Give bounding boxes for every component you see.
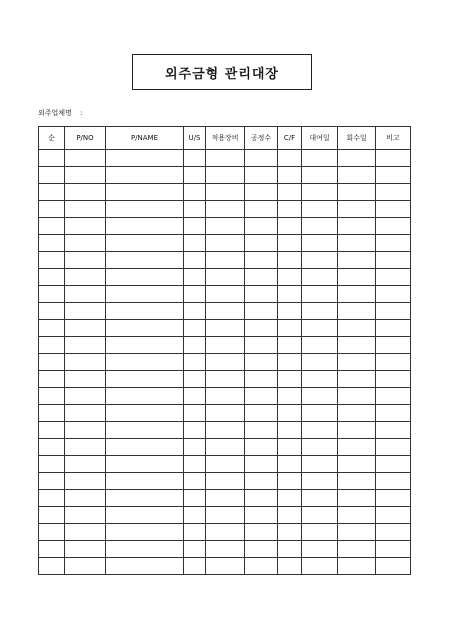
table-cell[interactable]	[106, 218, 184, 235]
table-cell[interactable]	[65, 184, 106, 201]
table-cell[interactable]	[184, 558, 206, 575]
table-cell[interactable]	[206, 286, 245, 303]
table-cell[interactable]	[106, 473, 184, 490]
table-cell[interactable]	[278, 371, 302, 388]
table-cell[interactable]	[39, 286, 65, 303]
table-cell[interactable]	[206, 405, 245, 422]
table-cell[interactable]	[39, 218, 65, 235]
table-cell[interactable]	[338, 303, 376, 320]
table-cell[interactable]	[206, 354, 245, 371]
table-cell[interactable]	[65, 541, 106, 558]
table-row	[39, 252, 411, 269]
table-cell[interactable]	[65, 201, 106, 218]
table-cell[interactable]	[338, 269, 376, 286]
table-cell[interactable]	[65, 150, 106, 167]
table-row	[39, 371, 411, 388]
column-header-part-no: P/NO	[65, 127, 106, 150]
table-cell[interactable]	[302, 524, 338, 541]
table-cell[interactable]	[184, 473, 206, 490]
table-cell[interactable]	[245, 252, 278, 269]
table-cell[interactable]	[184, 252, 206, 269]
table-cell[interactable]	[206, 541, 245, 558]
table-cell[interactable]	[39, 269, 65, 286]
table-row	[39, 337, 411, 354]
table-cell[interactable]	[245, 388, 278, 405]
table-cell[interactable]	[65, 286, 106, 303]
table-cell[interactable]	[184, 150, 206, 167]
table-cell[interactable]	[376, 388, 411, 405]
table-row	[39, 235, 411, 252]
table-cell[interactable]	[278, 303, 302, 320]
table-cell[interactable]	[302, 473, 338, 490]
table-cell[interactable]	[184, 439, 206, 456]
table-cell[interactable]	[302, 286, 338, 303]
table-cell[interactable]	[206, 507, 245, 524]
table-cell[interactable]	[65, 524, 106, 541]
column-header-us: U/S	[184, 127, 206, 150]
table-cell[interactable]	[302, 218, 338, 235]
table-cell[interactable]	[338, 218, 376, 235]
table-cell[interactable]	[245, 235, 278, 252]
table-cell[interactable]	[376, 490, 411, 507]
table-cell[interactable]	[184, 371, 206, 388]
table-cell[interactable]	[106, 524, 184, 541]
table-cell[interactable]	[376, 422, 411, 439]
table-cell[interactable]	[376, 337, 411, 354]
table-cell[interactable]	[39, 456, 65, 473]
table-cell[interactable]	[245, 456, 278, 473]
table-row	[39, 405, 411, 422]
table-cell[interactable]	[39, 388, 65, 405]
table-cell[interactable]	[39, 371, 65, 388]
table-cell[interactable]	[106, 286, 184, 303]
table-cell[interactable]	[106, 405, 184, 422]
table-cell[interactable]	[338, 320, 376, 337]
table-cell[interactable]	[184, 303, 206, 320]
table-cell[interactable]	[39, 541, 65, 558]
table-cell[interactable]	[302, 439, 338, 456]
table-cell[interactable]	[106, 371, 184, 388]
table-row	[39, 439, 411, 456]
table-cell[interactable]	[376, 201, 411, 218]
table-cell[interactable]	[278, 507, 302, 524]
table-cell[interactable]	[184, 320, 206, 337]
table-cell[interactable]	[338, 371, 376, 388]
table-cell[interactable]	[39, 490, 65, 507]
table-row	[39, 320, 411, 337]
document-title: 외주금형 관리대장	[165, 66, 279, 82]
column-header-remarks: 비고	[376, 127, 411, 150]
table-cell[interactable]	[338, 167, 376, 184]
table-cell[interactable]	[278, 405, 302, 422]
table-cell[interactable]	[245, 473, 278, 490]
table-cell[interactable]	[206, 473, 245, 490]
table-cell[interactable]	[39, 167, 65, 184]
table-cell[interactable]	[338, 524, 376, 541]
table-cell[interactable]	[65, 337, 106, 354]
table-cell[interactable]	[302, 269, 338, 286]
table-cell[interactable]	[65, 320, 106, 337]
table-cell[interactable]	[376, 371, 411, 388]
table-cell[interactable]	[376, 541, 411, 558]
table-cell[interactable]	[106, 558, 184, 575]
table-cell[interactable]	[65, 167, 106, 184]
table-row	[39, 473, 411, 490]
column-header-equipment: 적용장비	[206, 127, 245, 150]
table-row	[39, 490, 411, 507]
table-row	[39, 150, 411, 167]
table-cell[interactable]	[338, 422, 376, 439]
table-cell[interactable]	[39, 524, 65, 541]
table-cell[interactable]	[376, 320, 411, 337]
table-cell[interactable]	[245, 269, 278, 286]
table-cell[interactable]	[206, 252, 245, 269]
table-cell[interactable]	[338, 507, 376, 524]
table-cell[interactable]	[106, 456, 184, 473]
table-cell[interactable]	[106, 439, 184, 456]
table-cell[interactable]	[65, 439, 106, 456]
table-cell[interactable]	[106, 490, 184, 507]
table-cell[interactable]	[302, 422, 338, 439]
table-row	[39, 558, 411, 575]
table-cell[interactable]	[278, 218, 302, 235]
table-cell[interactable]	[184, 541, 206, 558]
table-row	[39, 456, 411, 473]
table-cell[interactable]	[245, 371, 278, 388]
table-cell[interactable]	[302, 235, 338, 252]
table-cell[interactable]	[302, 184, 338, 201]
table-cell[interactable]	[39, 150, 65, 167]
table-cell[interactable]	[278, 286, 302, 303]
table-cell[interactable]	[245, 524, 278, 541]
table-cell[interactable]	[245, 286, 278, 303]
table-row	[39, 541, 411, 558]
mold-ledger-table	[38, 126, 411, 575]
table-cell[interactable]	[65, 388, 106, 405]
table-cell[interactable]	[65, 235, 106, 252]
table-cell[interactable]	[206, 337, 245, 354]
table-cell[interactable]	[338, 286, 376, 303]
table-cell[interactable]	[278, 252, 302, 269]
table-cell[interactable]	[278, 337, 302, 354]
table-cell[interactable]	[106, 303, 184, 320]
table-cell[interactable]	[302, 201, 338, 218]
column-header-part-name: P/NAME	[106, 127, 184, 150]
table-cell[interactable]	[39, 201, 65, 218]
table-cell[interactable]	[302, 320, 338, 337]
table-cell[interactable]	[338, 235, 376, 252]
table-cell[interactable]	[278, 558, 302, 575]
table-row	[39, 184, 411, 201]
table-cell[interactable]	[278, 439, 302, 456]
table-cell[interactable]	[39, 337, 65, 354]
table-cell[interactable]	[39, 184, 65, 201]
table-cell[interactable]	[376, 235, 411, 252]
table-cell[interactable]	[338, 439, 376, 456]
table-cell[interactable]	[39, 252, 65, 269]
column-header-cf: C/F	[278, 127, 302, 150]
table-cell[interactable]	[65, 303, 106, 320]
table-cell[interactable]	[65, 507, 106, 524]
table-cell[interactable]	[206, 320, 245, 337]
table-cell[interactable]	[376, 354, 411, 371]
table-cell[interactable]	[278, 150, 302, 167]
table-cell[interactable]	[106, 388, 184, 405]
table-cell[interactable]	[39, 439, 65, 456]
column-header-process-count: 공정수	[245, 127, 278, 150]
table-cell[interactable]	[184, 354, 206, 371]
table-cell[interactable]	[376, 405, 411, 422]
table-row	[39, 269, 411, 286]
table-cell[interactable]	[376, 184, 411, 201]
table-cell[interactable]	[302, 507, 338, 524]
table-cell[interactable]	[245, 184, 278, 201]
table-cell[interactable]	[65, 456, 106, 473]
table-cell[interactable]	[106, 235, 184, 252]
table-cell[interactable]	[338, 150, 376, 167]
table-row	[39, 388, 411, 405]
table-cell[interactable]	[106, 252, 184, 269]
vendor-name-separator: :	[80, 109, 83, 117]
table-cell[interactable]	[39, 507, 65, 524]
table-cell[interactable]	[39, 558, 65, 575]
table-cell[interactable]	[245, 201, 278, 218]
table-cell[interactable]	[338, 184, 376, 201]
table-cell[interactable]	[206, 303, 245, 320]
table-cell[interactable]	[206, 388, 245, 405]
table-cell[interactable]	[65, 405, 106, 422]
table-cell[interactable]	[65, 473, 106, 490]
table-cell[interactable]	[338, 201, 376, 218]
table-cell[interactable]	[302, 371, 338, 388]
table-cell[interactable]	[245, 558, 278, 575]
table-cell[interactable]	[338, 337, 376, 354]
table-cell[interactable]	[338, 388, 376, 405]
table-cell[interactable]	[302, 167, 338, 184]
table-cell[interactable]	[106, 184, 184, 201]
table-cell[interactable]	[302, 558, 338, 575]
table-cell[interactable]	[376, 558, 411, 575]
column-header-seq: 순	[39, 127, 65, 150]
table-row	[39, 354, 411, 371]
table-cell[interactable]	[184, 218, 206, 235]
table-cell[interactable]	[39, 473, 65, 490]
table-cell[interactable]	[278, 167, 302, 184]
table-cell[interactable]	[245, 439, 278, 456]
table-cell[interactable]	[302, 303, 338, 320]
table-row	[39, 507, 411, 524]
table-cell[interactable]	[278, 354, 302, 371]
table-cell[interactable]	[376, 524, 411, 541]
table-cell[interactable]	[302, 456, 338, 473]
table-cell[interactable]	[278, 456, 302, 473]
table-cell[interactable]	[206, 150, 245, 167]
table-cell[interactable]	[184, 167, 206, 184]
vendor-name-line	[38, 108, 82, 118]
table-cell[interactable]	[338, 541, 376, 558]
table-cell[interactable]	[65, 218, 106, 235]
table-cell[interactable]	[338, 558, 376, 575]
table-cell[interactable]	[184, 201, 206, 218]
table-cell[interactable]	[278, 473, 302, 490]
table-cell[interactable]	[206, 167, 245, 184]
table-cell[interactable]	[278, 235, 302, 252]
table-cell[interactable]	[39, 354, 65, 371]
table-cell[interactable]	[376, 473, 411, 490]
table-cell[interactable]	[206, 269, 245, 286]
table-cell[interactable]	[376, 507, 411, 524]
table-cell[interactable]	[184, 490, 206, 507]
table-cell[interactable]	[376, 439, 411, 456]
table-cell[interactable]	[106, 422, 184, 439]
table-cell[interactable]	[184, 456, 206, 473]
table-cell[interactable]	[65, 422, 106, 439]
table-cell[interactable]	[39, 235, 65, 252]
table-cell[interactable]	[376, 269, 411, 286]
table-cell[interactable]	[245, 320, 278, 337]
table-cell[interactable]	[338, 490, 376, 507]
table-row	[39, 167, 411, 184]
table-cell[interactable]	[245, 541, 278, 558]
table-cell[interactable]	[65, 371, 106, 388]
table-cell[interactable]	[376, 303, 411, 320]
table-cell[interactable]	[302, 490, 338, 507]
table-cell[interactable]	[184, 269, 206, 286]
table-cell[interactable]	[206, 371, 245, 388]
table-cell[interactable]	[106, 541, 184, 558]
table-cell[interactable]	[278, 541, 302, 558]
table-cell[interactable]	[106, 269, 184, 286]
table-cell[interactable]	[106, 507, 184, 524]
table-cell[interactable]	[184, 388, 206, 405]
table-cell[interactable]	[278, 524, 302, 541]
table-cell[interactable]	[278, 201, 302, 218]
table-cell[interactable]	[278, 490, 302, 507]
table-cell[interactable]	[184, 337, 206, 354]
table-cell[interactable]	[184, 524, 206, 541]
table-cell[interactable]	[278, 269, 302, 286]
table-cell[interactable]	[338, 456, 376, 473]
table-cell[interactable]	[206, 456, 245, 473]
table-cell[interactable]	[245, 422, 278, 439]
vendor-name-label: 외주업체명	[38, 109, 72, 117]
table-cell[interactable]	[376, 167, 411, 184]
table-cell[interactable]	[245, 150, 278, 167]
table-row	[39, 201, 411, 218]
table-cell[interactable]	[338, 405, 376, 422]
table-cell[interactable]	[206, 558, 245, 575]
table-cell[interactable]	[278, 320, 302, 337]
table-cell[interactable]	[106, 201, 184, 218]
column-header-return-date: 회수일	[338, 127, 376, 150]
table-cell[interactable]	[65, 558, 106, 575]
table-cell[interactable]	[376, 218, 411, 235]
table-cell[interactable]	[184, 422, 206, 439]
table-cell[interactable]	[376, 252, 411, 269]
table-cell[interactable]	[106, 320, 184, 337]
table-cell[interactable]	[184, 235, 206, 252]
table-header-row	[39, 127, 411, 150]
column-header-rental-date: 대여일	[302, 127, 338, 150]
table-cell[interactable]	[338, 354, 376, 371]
table-cell[interactable]	[206, 218, 245, 235]
table-cell[interactable]	[245, 218, 278, 235]
table-cell[interactable]	[376, 286, 411, 303]
table-cell[interactable]	[278, 184, 302, 201]
table-cell[interactable]	[39, 320, 65, 337]
table-cell[interactable]	[206, 201, 245, 218]
table-cell[interactable]	[39, 405, 65, 422]
table-cell[interactable]	[245, 303, 278, 320]
table-cell[interactable]	[376, 456, 411, 473]
table-cell[interactable]	[302, 388, 338, 405]
table-cell[interactable]	[39, 303, 65, 320]
table-cell[interactable]	[338, 252, 376, 269]
table-cell[interactable]	[302, 541, 338, 558]
table-cell[interactable]	[302, 337, 338, 354]
table-cell[interactable]	[245, 490, 278, 507]
table-cell[interactable]	[278, 388, 302, 405]
table-row	[39, 524, 411, 541]
table-cell[interactable]	[206, 422, 245, 439]
table-cell[interactable]	[206, 490, 245, 507]
table-cell[interactable]	[106, 167, 184, 184]
table-cell[interactable]	[206, 184, 245, 201]
table-cell[interactable]	[245, 507, 278, 524]
table-cell[interactable]	[245, 337, 278, 354]
table-cell[interactable]	[65, 354, 106, 371]
table-cell[interactable]	[106, 150, 184, 167]
table-cell[interactable]	[106, 337, 184, 354]
table-cell[interactable]	[184, 405, 206, 422]
table-cell[interactable]	[278, 422, 302, 439]
document-title-box	[132, 54, 312, 90]
table-cell[interactable]	[302, 252, 338, 269]
table-cell[interactable]	[184, 507, 206, 524]
table-cell[interactable]	[302, 150, 338, 167]
table-row	[39, 422, 411, 439]
table-cell[interactable]	[106, 354, 184, 371]
table-cell[interactable]	[338, 473, 376, 490]
table-body	[39, 150, 411, 575]
table-cell[interactable]	[39, 422, 65, 439]
table-cell[interactable]	[184, 184, 206, 201]
table-cell[interactable]	[206, 235, 245, 252]
table-cell[interactable]	[302, 354, 338, 371]
table-cell[interactable]	[65, 490, 106, 507]
table-cell[interactable]	[206, 524, 245, 541]
table-cell[interactable]	[302, 405, 338, 422]
table-cell[interactable]	[245, 405, 278, 422]
table-cell[interactable]	[245, 354, 278, 371]
table-cell[interactable]	[65, 252, 106, 269]
table-cell[interactable]	[184, 286, 206, 303]
table-cell[interactable]	[206, 439, 245, 456]
table-cell[interactable]	[65, 269, 106, 286]
table-cell[interactable]	[376, 150, 411, 167]
table-cell[interactable]	[245, 167, 278, 184]
table-row	[39, 303, 411, 320]
table-row	[39, 218, 411, 235]
table-row	[39, 286, 411, 303]
